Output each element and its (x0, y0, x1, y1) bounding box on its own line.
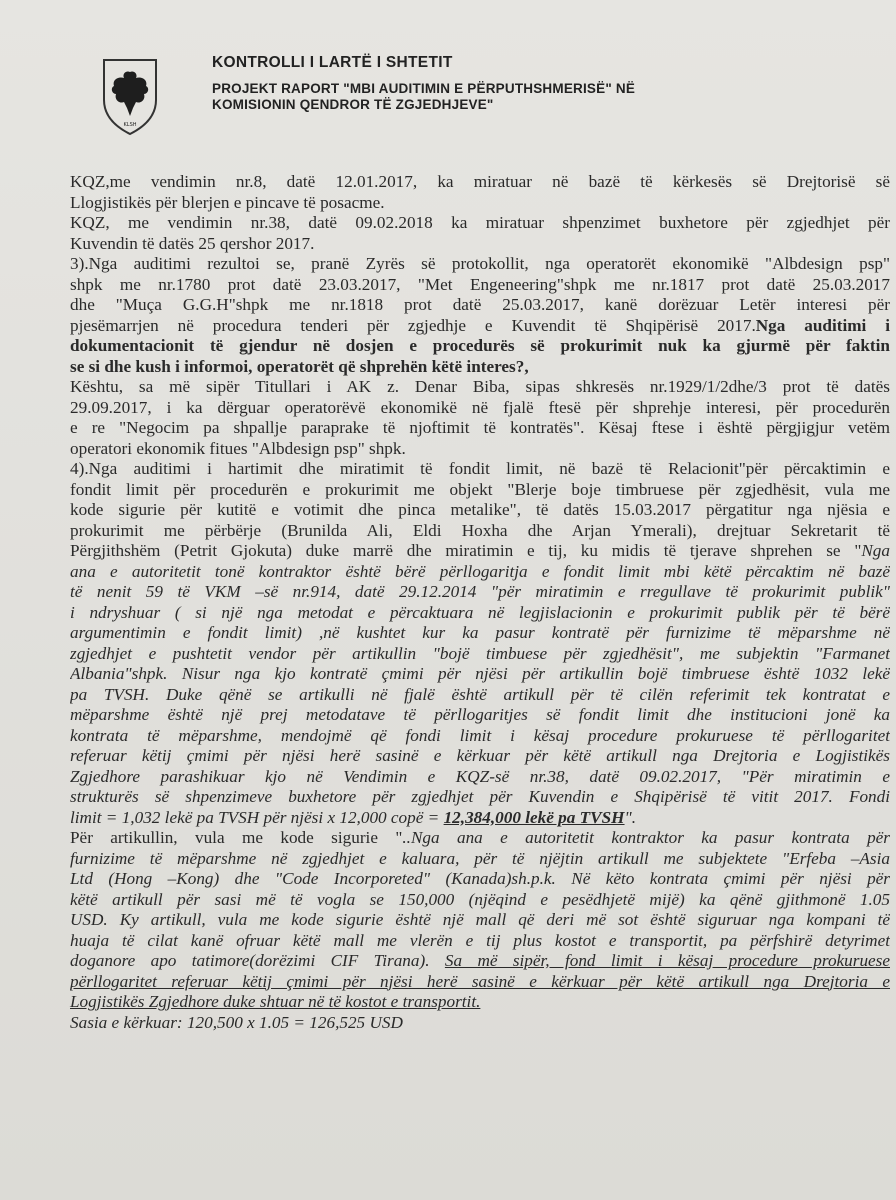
paragraph-4-line: kode sigurie për kutitë e votimit dhe pinca metalike", të datës 15.03.2017 përgatitur nga njësia e (70, 500, 890, 519)
paragraph-5-line: Për artikullin, vula me kode sigurie "..Nga ana e autoritetit kontraktor ka pasur kontrata për (70, 828, 890, 847)
paragraph-3-line: Kështu, sa më sipër Titullari i AK z. Denar Biba, sipas shkresës nr.1929/1/2dhe/3 prot të datës (70, 377, 890, 396)
text-line: Llogjistikës për blerjen e pincave të posacme. (70, 192, 385, 212)
klsh-emblem-icon (100, 56, 160, 136)
paragraph-3-line: pjesëmarrjen në procedura tenderi për zgjedhje e Kuvendit të Shqipërisë 2017.Nga auditimi i (70, 315, 890, 335)
quoted-line: huaja të cilat kanë ofruar këtë mall me vlerën e tij plus kostot e transportit, pa përfshirë detyrimet (70, 930, 890, 950)
quoted-line: të nenit 59 të VKM –së nr.914, datë 29.12.2014 "për miratimin e rregullave të prokurimit publik" (70, 582, 890, 601)
paragraph-4-line: prokurimit me përbërje (Brunilda Ali, Eldi Hoxha dhe Arjan Ymerali), drejtuar Sekretarit të (70, 520, 890, 540)
paragraph-3-line: operatori ekonomik fitues "Albdesign psp" shpk. (70, 438, 406, 458)
quoted-line: Zgjedhore parashikuar kjo në Vendimin e KQZ-së nr.38, datë 09.02.2017, "Për miratimin e (70, 766, 890, 786)
quoted-line: kontrata të mëparshme, mendojmë që fondi limit i kësaj procedure prokuruese të përllogaritet (70, 725, 890, 745)
text-line: KQZ, me vendimin nr.38, datë 09.02.2018 ka miratuar shpenzimet buxhetore për zgjedhjet për (70, 213, 890, 232)
underlined-line: Logjistikës Zgjedhore duke shtuar në të kostot e transportit. (70, 992, 481, 1011)
paragraph-3-bold-line: se si dhe kush i informoi, operatorët që shprehën këtë interes?, (70, 356, 529, 376)
quoted-line: mëparshme është një prej metodatave të përllogaritjes së fondit limit dhe institucioni jonë ka (70, 705, 890, 724)
requested-quantity-line: Sasia e kërkuar: 120,500 x 1.05 = 126,525 USD (70, 1012, 403, 1032)
report-subtitle-line-1: PROJEKT RAPORT "MBI AUDITIMIN E PËRPUTHSHMERISË" NË (212, 81, 636, 96)
text-line: KQZ,me vendimin nr.8, datë 12.01.2017, ka miratuar në bazë të kërkesës së Drejtorisë së (70, 172, 890, 191)
quoted-line: zgjedhjet e pushtetit vendor për artikullin "bojë timbuese për zgjedhësit", me subjektin "Farmanet (70, 643, 890, 663)
quoted-line: USD. Ky artikull, vula me kode sigurie është një mall që deri më sot është siguruar nga kompani të (70, 910, 890, 929)
report-subtitle-line-2: KOMISIONIN QENDROR TË ZGJEDHJEVE" (212, 97, 494, 112)
paragraph-3-line: 29.09.2017, i ka dërguar operatorëvë ekonomikë në fjalë ftesë për shprehje interesi, për procedurën (70, 397, 890, 417)
paragraph-3-line: 3).Nga auditimi rezultoi se, pranë Zyrës së protokollit, nga operatorët ekonomikë "Albdesign psp" (70, 254, 890, 273)
paragraph-4-line: 4).Nga auditimi i hartimit dhe miratimit të fondit limit, në bazë të Relacionit"për përcaktimin e (70, 459, 890, 478)
document-body (70, 172, 890, 1033)
quoted-line: referuar këtij çmimi për njësi herë sasinë e kërkuar për këtë artikull nga Drejtoria e Logjistikës (70, 746, 890, 765)
quoted-line: limit = 1,032 lekë pa TVSH për njësi x 12,000 copë = 12,384,000 lekë pa TVSH". (70, 807, 637, 827)
quoted-line: strukturës së shpenzimeve buxhetore për zgjedhjet për Kuvendin e Shqipërisë të vitit 2017. Fondi (70, 787, 890, 806)
quoted-line: pa TVSH. Duke qënë se artikulli në fjalë është artikull për të cilën referimit tek kontratat e (70, 684, 890, 704)
document-header (212, 54, 635, 112)
quoted-line: doganore apo tatimore(dorëzimi CIF Tirana). Sa më sipër, fond limit i kësaj procedure prokuruese (70, 951, 890, 970)
quoted-line: i ndryshuar ( si një nga metodat e përcaktuara në legjislacionin e prokurimit publik për të bërë (70, 602, 890, 622)
svg-text:KLSH: KLSH (123, 122, 137, 128)
quoted-line: ana e autoritetit tonë kontraktor është bërë përllogaritja e fondit limit mbi këtë përcaktim në bazë (70, 561, 890, 581)
institution-title: KONTROLLI I LARTË I SHTETIT (212, 54, 453, 71)
fund-limit-total: 12,384,000 lekë pa TVSH (443, 807, 625, 827)
quoted-line: Ltd (Hong –Kong) dhe "Code Incorporeted" (Kanada)sh.p.k. Në këto kontrata çmimi për njësi për (70, 869, 890, 888)
paragraph-3-bold-line: dokumentacionit të gjendur në dosjen e procedurës së prokurimit nuk ka gjurmë për faktin (70, 336, 890, 355)
paragraph-3-line: dhe "Muça G.G.H"shpk me nr.1818 prot datë 25.03.2017, kanë dorëzuar Letër interesi për (70, 295, 890, 314)
quoted-line: këtë artikull për sasi më të vogla se 150,000 (njëqind e pesëdhjetë mijë) ka qënë gjithmonë 1.05 (70, 889, 890, 909)
quoted-line: argumentimin e fondit limit) ,në kushtet kur ka pasur kontratë për furnizime të mëparshme në (70, 623, 890, 642)
quoted-line: furnizime të mëparshme në zgjedhjet e kaluara, për të njëjtin artikull me subjektete "Erfeba –Asia (70, 848, 890, 868)
quoted-line: Albania"shpk. Nisur nga kjo kontratë çmimi për njësi për artikullin bojë timbruese është 1032 lekë (70, 664, 890, 683)
paragraph-4-line: Përgjithshëm (Petrit Gjokuta) duke marrë dhe miratimin e tij, ku midis të tjerave shprehen se "Nga (70, 541, 890, 560)
underlined-line: përllogaritet referuar këtij çmimi për njësi herë sasinë e kërkuar për këtë artikull nga Drejtoria e (70, 971, 890, 991)
paragraph-4-line: fondit limit për procedurën e prokurimit me objekt "Blerje boje timbruese për zgjedhësit, vula me (70, 479, 890, 499)
paragraph-3-line: shpk me nr.1780 prot datë 23.03.2017, "Met Engeneering"shpk me nr.1817 prot datë 25.03.2017 (70, 274, 890, 294)
paragraph-3-line: e re "Negocim pa shpallje paraprake të njoftimit të kontratës". Kësaj ftese i është përgjigjur vetëm (70, 418, 890, 437)
text-line: Kuvendin të datës 25 qershor 2017. (70, 233, 315, 253)
